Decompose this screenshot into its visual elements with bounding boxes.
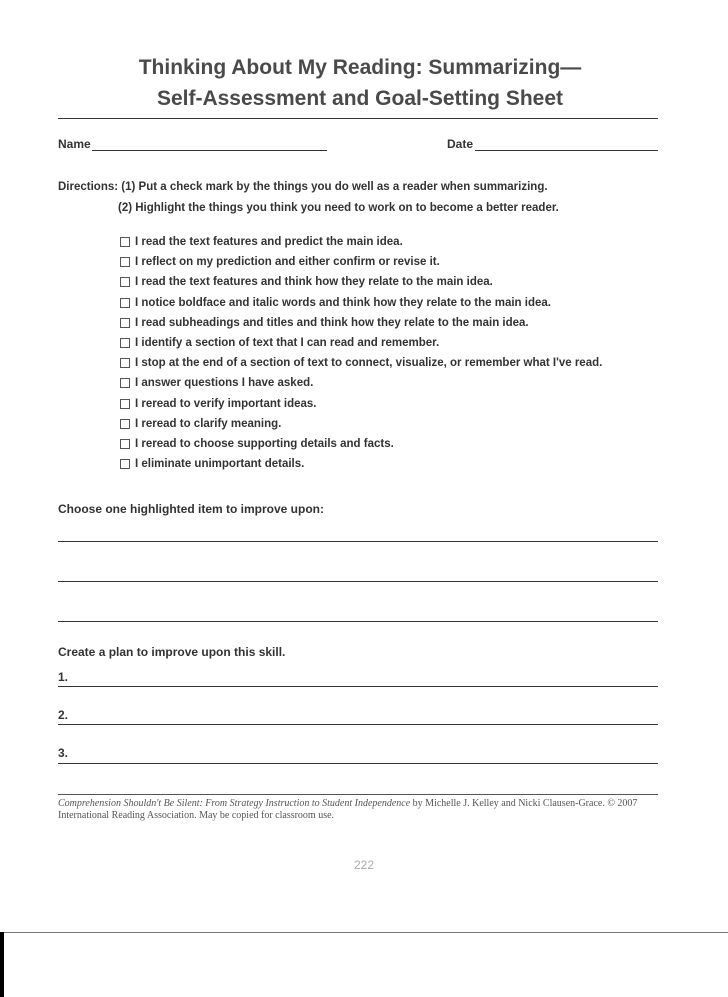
plan-answer-line-3[interactable]	[58, 763, 658, 764]
plan-answer-line-2[interactable]	[58, 724, 658, 725]
checklist-item-label: I reread to verify important ideas.	[135, 397, 317, 410]
checkbox[interactable]	[120, 237, 130, 247]
directions-lead: Directions:	[58, 181, 119, 193]
scan-edge-line	[0, 932, 728, 933]
checklist-item[interactable]	[120, 434, 602, 454]
checklist-item-label: I identify a section of text that I can read and remember.	[135, 337, 440, 350]
checkbox[interactable]	[120, 419, 130, 429]
date-label: Date	[447, 137, 474, 151]
name-label: Name	[58, 137, 91, 151]
checklist-item[interactable]	[120, 293, 602, 313]
checkbox[interactable]	[120, 318, 130, 328]
footer-credit-line-2: International Reading Association. May be copied for classroom use.	[58, 810, 335, 821]
date-field[interactable]	[475, 150, 658, 151]
checkbox[interactable]	[120, 378, 130, 388]
directions-step-1: (1) Put a check mark by the things you do well as a reader when summarizing.	[121, 181, 548, 193]
checkbox[interactable]	[120, 439, 130, 449]
footer-book-title: Comprehension Shouldn't Be Silent: From Strategy Instruction to Student Independence	[58, 798, 411, 809]
plan-number-2: 2.	[58, 708, 69, 722]
checkbox[interactable]	[120, 298, 130, 308]
checkbox[interactable]	[120, 257, 130, 267]
checklist-item-label: I reread to choose supporting details and facts.	[135, 437, 394, 450]
choose-item-label: Choose one highlighted item to improve upon:	[58, 502, 324, 516]
checklist-item[interactable]	[120, 454, 602, 474]
checklist-item[interactable]	[120, 232, 602, 252]
checklist-item[interactable]	[120, 272, 602, 292]
plan-number-3: 3.	[58, 746, 69, 760]
checklist-item[interactable]	[120, 394, 602, 414]
footer-rule	[58, 794, 658, 795]
checkbox[interactable]	[120, 338, 130, 348]
checkbox[interactable]	[120, 399, 130, 409]
title-rule	[58, 118, 658, 119]
checklist-item-label: I reflect on my prediction and either confirm or revise it.	[135, 256, 440, 269]
choose-answer-line-3[interactable]	[58, 621, 658, 622]
directions	[58, 181, 548, 193]
checklist-item[interactable]	[120, 252, 602, 272]
title-line-2: Self-Assessment and Goal-Setting Sheet	[156, 87, 564, 110]
checklist-item-label: I answer questions I have asked.	[135, 377, 314, 390]
directions-step-2: (2) Highlight the things you think you need to work on to become a better reader.	[118, 202, 559, 214]
checklist-item-label: I reread to clarify meaning.	[135, 417, 282, 430]
checklist-item[interactable]	[120, 373, 602, 393]
title-line-1: Thinking About My Reading: Summarizing—	[138, 56, 582, 79]
checklist-item-label: I read the text features and think how they relate to the main idea.	[135, 276, 493, 289]
checklist-item-label: I read the text features and predict the main idea.	[135, 236, 403, 249]
checklist-item[interactable]	[120, 414, 602, 434]
choose-answer-line-2[interactable]	[58, 581, 658, 582]
page-title	[60, 52, 660, 114]
footer-credit: by Michelle J. Kelley and Nicki Clausen-Grace. © 2007	[410, 798, 638, 809]
page-number: 222	[353, 858, 375, 872]
checkbox[interactable]	[120, 277, 130, 287]
checklist-item-label: I stop at the end of a section of text to connect, visualize, or remember what I've read.	[135, 357, 603, 370]
plan-number-1: 1.	[58, 670, 69, 684]
checklist-item[interactable]	[120, 313, 602, 333]
checklist-item-label: I eliminate unimportant details.	[135, 458, 305, 471]
plan-label: Create a plan to improve upon this skill.	[58, 645, 286, 659]
checklist-item-label: I read subheadings and titles and think how they relate to the main idea.	[135, 316, 529, 329]
copyright-footer	[58, 798, 663, 822]
checklist-item-label: I notice boldface and italic words and think how they relate to the main idea.	[135, 296, 551, 309]
scan-edge-bar	[0, 932, 4, 997]
self-assessment-checklist	[120, 232, 602, 474]
plan-answer-line-1[interactable]	[58, 686, 658, 687]
checklist-item[interactable]	[120, 333, 602, 353]
choose-answer-line-1[interactable]	[58, 541, 658, 542]
checkbox[interactable]	[120, 358, 130, 368]
name-field[interactable]	[92, 150, 327, 151]
checklist-item[interactable]	[120, 353, 602, 373]
checkbox[interactable]	[120, 459, 130, 469]
